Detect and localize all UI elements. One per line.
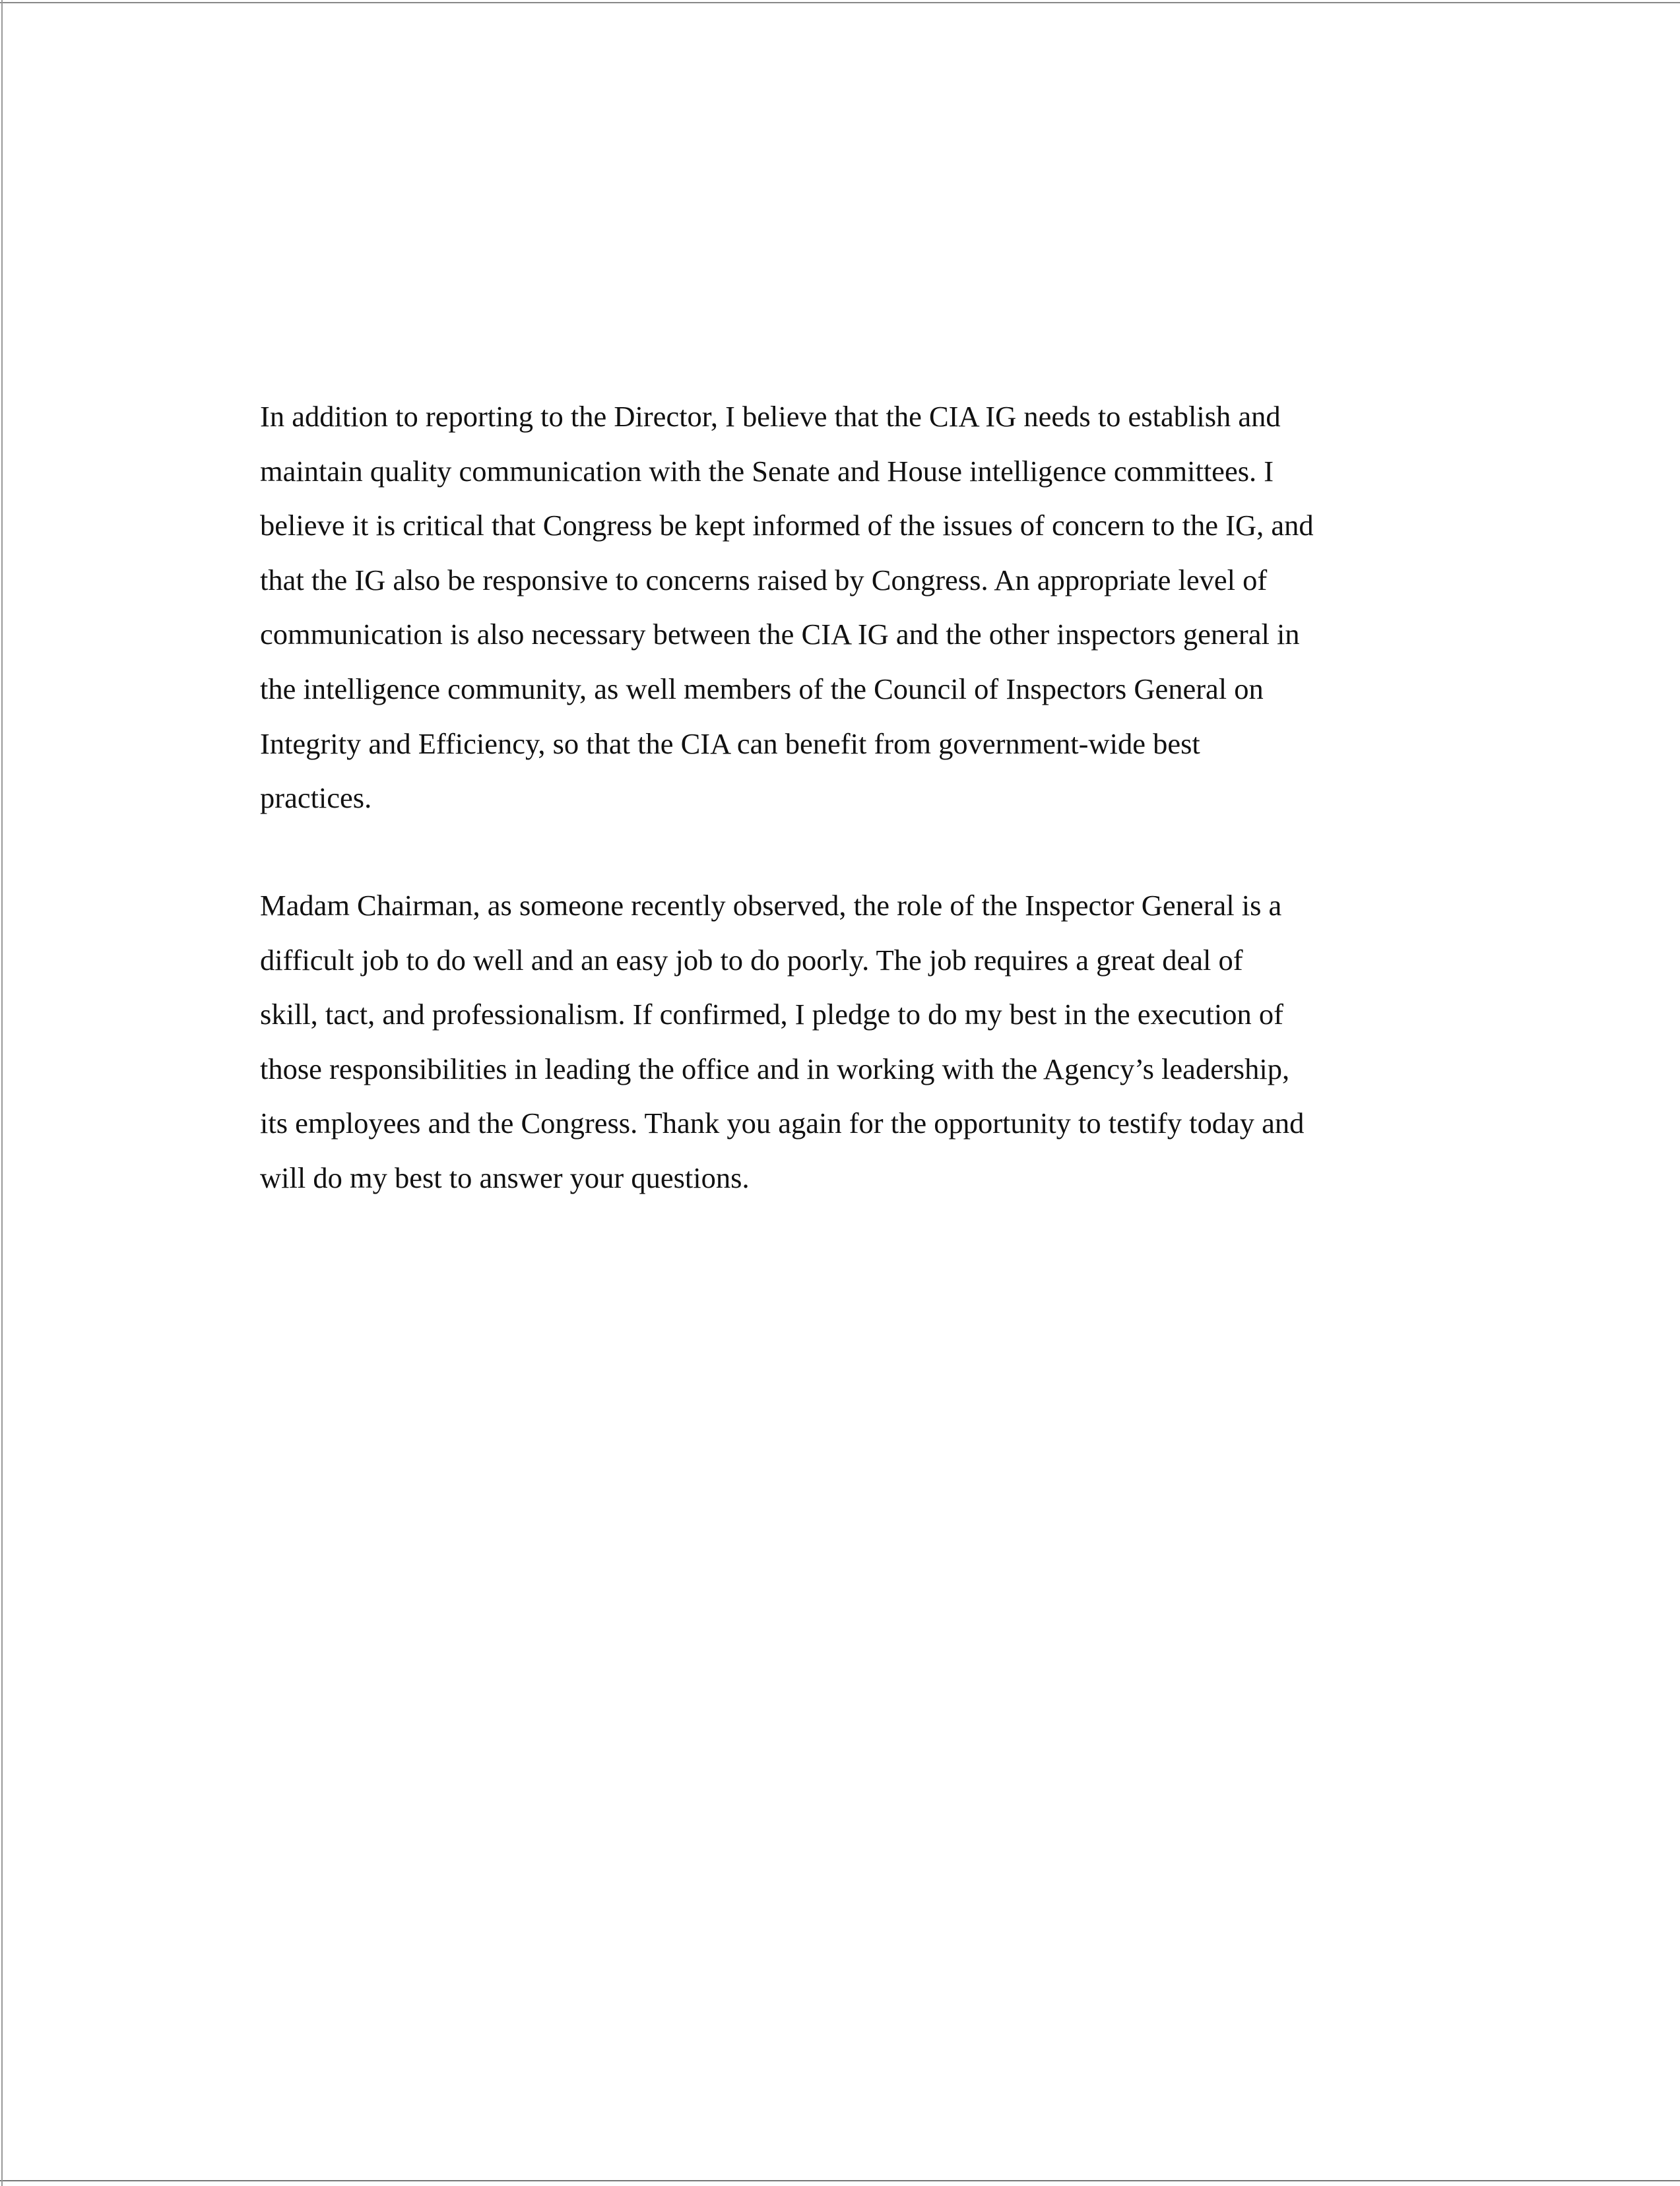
text-line: difficult job to do well and an easy job to do poorly. The job requires a great deal of [260, 943, 1243, 977]
scan-edge-left [1, 0, 3, 2186]
text-line: its employees and the Congress. Thank you again for the opportunity to testify today and [260, 1107, 1305, 1140]
text-line: In addition to reporting to the Director, I believe that the CIA IG needs to establish and [260, 400, 1281, 433]
text-line: will do my best to answer your questions. [260, 1161, 750, 1194]
text-line: communication is also necessary between the CIA IG and the other inspectors general in [260, 618, 1300, 651]
scan-edge-bottom [0, 2180, 1680, 2181]
text-line: practices. [260, 781, 372, 815]
text-line: those responsibilities in leading the office and in working with the Agency’s leadership, [260, 1052, 1290, 1085]
text-line: believe it is critical that Congress be kept informed of the issues of concern to the IG, and [260, 509, 1314, 542]
text-line: Madam Chairman, as someone recently observed, the role of the Inspector General is a [260, 889, 1282, 922]
text-line: skill, tact, and professionalism. If confirmed, I pledge to do my best in the execution of [260, 998, 1283, 1031]
text-line: maintain quality communication with the Senate and House intelligence committees. I [260, 454, 1274, 488]
text-line: the intelligence community, as well members of the Council of Inspectors General on [260, 672, 1264, 705]
text-line: that the IG also be responsive to concerns raised by Congress. An appropriate level of [260, 563, 1268, 596]
paragraph-closing [260, 878, 1304, 1206]
scan-edge-top [0, 2, 1680, 3]
paragraph-communication [260, 389, 1314, 825]
text-line: Integrity and Efficiency, so that the CIA can benefit from government-wide best [260, 726, 1200, 760]
